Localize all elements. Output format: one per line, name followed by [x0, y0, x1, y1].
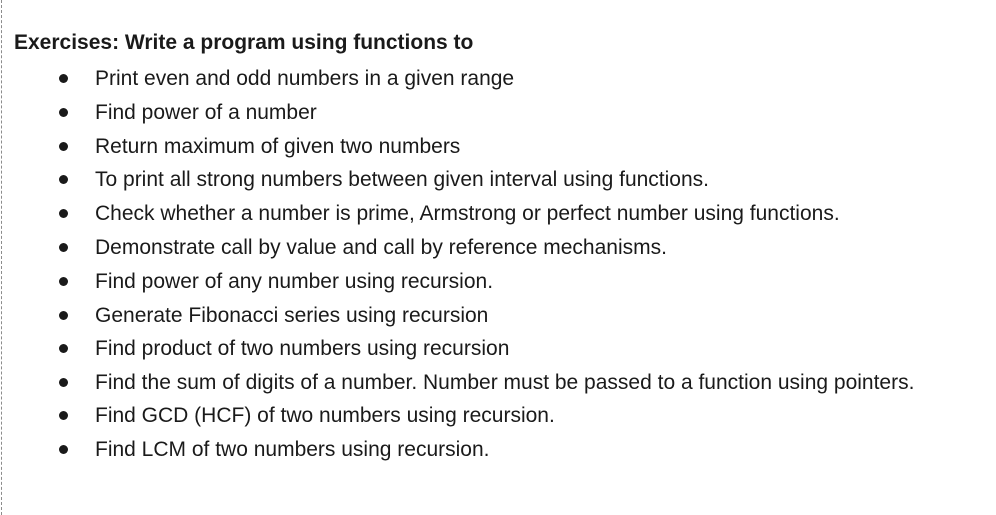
list-item [0, 130, 975, 164]
list-item [0, 265, 975, 299]
exercises-heading: Exercises: Write a program using functions to [14, 31, 474, 54]
bullet-dot-icon [59, 277, 68, 286]
bullet-dot-icon [59, 311, 68, 320]
bullet-dot-icon [59, 378, 68, 387]
list-item [0, 299, 975, 333]
list-item-text: Find power of a number [95, 100, 317, 124]
bullet-dot-icon [59, 108, 68, 117]
exercise-list [0, 62, 996, 467]
list-item [0, 96, 975, 130]
list-item-text: To print all strong numbers between given interval using functions. [95, 168, 710, 192]
bullet-dot-icon [59, 142, 68, 151]
bullet-dot-icon [59, 445, 68, 454]
list-item [0, 366, 955, 399]
bullet-dot-icon [59, 175, 68, 184]
list-item-text: Generate Fibonacci series using recursion [95, 303, 489, 327]
list-item [0, 163, 975, 197]
list-item-text: Find product of two numbers using recursion [95, 337, 510, 361]
list-item-text: Print even and odd numbers in a given range [95, 67, 515, 90]
bullet-dot-icon [59, 243, 68, 252]
list-item-text: Find LCM of two numbers using recursion. [95, 437, 490, 461]
list-item [0, 399, 975, 433]
bullet-dot-icon [59, 411, 68, 420]
list-item-text: Find power of any number using recursion. [95, 269, 494, 293]
list-item [0, 433, 975, 467]
bullet-dot-icon [59, 344, 68, 353]
list-item [0, 332, 975, 366]
list-item-text: Check whether a number is prime, Armstrong or perfect number using functions. [95, 202, 840, 226]
bullet-dot-icon [59, 74, 68, 83]
list-item-text: Find GCD (HCF) of two numbers using recursion. [95, 404, 555, 428]
list-item [0, 231, 975, 265]
bullet-dot-icon [59, 209, 68, 218]
list-item [0, 62, 975, 96]
list-item-text: Demonstrate call by value and call by reference mechanisms. [95, 235, 667, 259]
list-item-text: Find the sum of digits of a number. Number must be passed to a function using pointers. [95, 371, 915, 395]
list-item-text: Return maximum of given two numbers [95, 134, 461, 158]
list-item [0, 197, 975, 231]
